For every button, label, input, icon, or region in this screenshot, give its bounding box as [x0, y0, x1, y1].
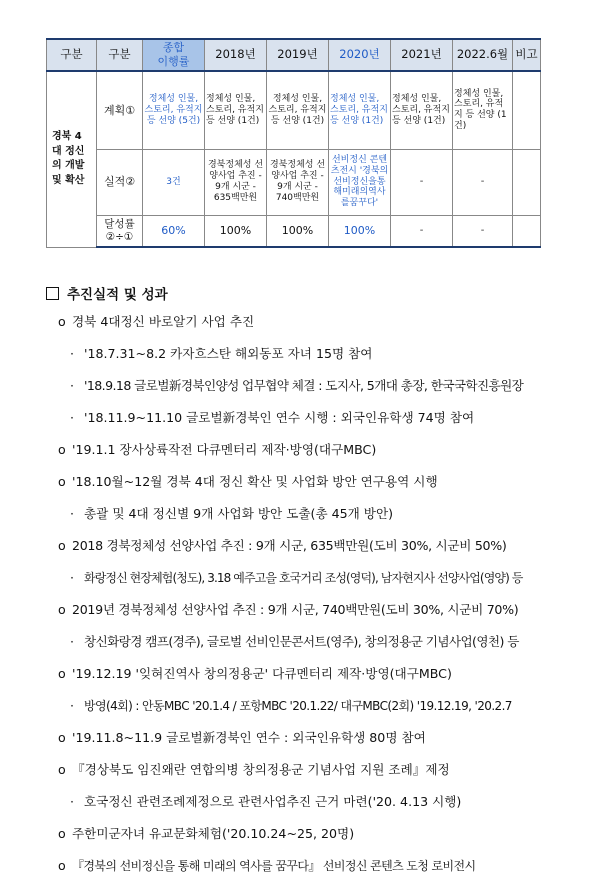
list-item: [58, 698, 603, 730]
achievement-2021: -: [391, 215, 453, 247]
list-item-text: 방영(4회) : 안동MBC '20.1.4 / 포항MBC '20.1.22/ 대구MBC(2회) '19.12.19, '20.2.7: [84, 699, 512, 713]
list-item: [58, 506, 603, 538]
header-subcategory: 구분: [97, 39, 143, 71]
header-category: 구분: [47, 39, 97, 71]
list-item: [58, 346, 603, 378]
bullet-marker: ·: [70, 506, 75, 521]
header-2021: 2021년: [391, 39, 453, 71]
bullet-marker: ·: [70, 378, 75, 393]
result-2022: -: [453, 149, 513, 215]
bullet-marker: ·: [70, 346, 75, 361]
list-item-text: '18.10월~12월 경북 4대 정신 확산 및 사업화 방안 연구용역 시행: [72, 474, 438, 489]
bullet-marker: o: [58, 826, 66, 841]
list-item: [58, 314, 603, 346]
achievement-2019: 100%: [267, 215, 329, 247]
header-note: 비고: [513, 39, 541, 71]
bullet-marker: ·: [70, 794, 75, 809]
bullet-marker: ·: [70, 410, 75, 425]
list-item: [58, 538, 603, 570]
list-item: [58, 474, 603, 506]
list-item-text: 창신화랑경 캠프(경주), 글로벌 선비인문콘서트(영주), 창의정용군 기념사업(영천) 등: [84, 634, 519, 649]
achievement-2022: -: [453, 215, 513, 247]
list-item: [58, 826, 603, 858]
list-item: [58, 858, 603, 890]
list-item-text: '18.11.9~11.10 글로벌新경북인 연수 시행 : 외국인유학생 74명 참여: [84, 410, 475, 425]
bullet-marker: o: [58, 602, 66, 617]
list-item: [58, 442, 603, 474]
list-item: [58, 794, 603, 826]
list-item: [58, 730, 603, 762]
result-2021: -: [391, 149, 453, 215]
list-item-text: '19.1.1 장사상륙작전 다큐멘터리 제작·방영(대구MBC): [72, 442, 377, 457]
list-item-text: 2018 경북정체성 선양사업 추진 : 9개 시군, 635백만원(도비 30%, 시군비 50%): [72, 538, 507, 553]
achievement-2018: 100%: [205, 215, 267, 247]
list-item-text: 주한미군자녀 유교문화체험('20.10.24~25, 20명): [72, 826, 355, 841]
header-2020: 2020년: [329, 39, 391, 71]
list-item-text: '19.11.8~11.9 글로벌新경북인 연수 : 외국인유학생 80명 참여: [72, 730, 426, 745]
result-2018: 경북정체성 선양사업 추진 - 9개 시군 - 635백만원: [205, 149, 267, 215]
list-item-text: '18.9.18 글로벌新경북인양성 업무협약 체결 : 도지사, 5개대 총장, 한국국학진흥원장: [84, 378, 524, 393]
list-item: [58, 602, 603, 634]
list-item-text: 『경상북도 임진왜란 연합의병 창의정용군 기념사업 지원 조례』제정: [72, 762, 450, 777]
bullet-marker: o: [58, 314, 66, 329]
table-row-result: [47, 149, 541, 215]
achievement-overall-rate: 60%: [143, 215, 205, 247]
table-header-row: [47, 39, 541, 71]
bullet-marker: o: [58, 442, 66, 457]
square-bullet-icon: [46, 287, 59, 300]
list-item: [58, 634, 603, 666]
header-2019: 2019년: [267, 39, 329, 71]
plan-note: [513, 71, 541, 149]
list-item-text: 총괄 및 4대 정신별 9개 사업화 방안 도출(총 45개 방안): [84, 506, 394, 521]
list-item-text: 경북 4대정신 바로알기 사업 추진: [72, 314, 255, 329]
section-heading: [46, 283, 168, 303]
plan-overall-rate: 정체성 인물, 스토리, 유적지 등 선양 (5건): [143, 71, 205, 149]
plan-2018: 정체성 인물, 스토리, 유적지 등 선양 (1건): [205, 71, 267, 149]
bullet-marker: o: [58, 666, 66, 681]
list-item: [58, 762, 603, 794]
list-item: [58, 378, 603, 410]
list-item-text: '18.7.31~8.2 카자흐스탄 해외동포 자녀 15명 참여: [84, 346, 373, 361]
plan-2020: 정체성 인물, 스토리, 유적지 등 선양 (1건): [329, 71, 391, 149]
list-item-text: 2019년 경북정체성 선양사업 추진 : 9개 시군, 740백만원(도비 30%, 시군비 70%): [72, 602, 519, 617]
result-2019: 경북정체성 선양사업 추진 - 9개 시군 - 740백만원: [267, 149, 329, 215]
performance-table: [46, 38, 541, 248]
header-overall-rate: 종합 이행률: [143, 39, 205, 71]
achievement-2020: 100%: [329, 215, 391, 247]
plan-2019: 정체성 인물, 스토리, 유적지 등 선양 (1건): [267, 71, 329, 149]
bullet-marker: o: [58, 858, 66, 873]
list-item-text: '19.12.19 '잊혀진역사 창의정용군' 다큐멘터리 제작·방영(대구MBC): [72, 666, 452, 681]
list-item: [58, 570, 603, 602]
bullet-marker: ·: [70, 570, 75, 585]
section-title: 추진실적 및 성과: [67, 287, 168, 303]
header-2018: 2018년: [205, 39, 267, 71]
bullet-marker: o: [58, 730, 66, 745]
table-row-plan: [47, 71, 541, 149]
result-note: [513, 149, 541, 215]
bullet-marker: o: [58, 762, 66, 777]
row-label-achievement: 달성률 ②÷①: [97, 215, 143, 247]
bullet-marker: o: [58, 538, 66, 553]
table-row-achievement: [47, 215, 541, 247]
header-2022-june: 2022.6월: [453, 39, 513, 71]
list-item: [58, 666, 603, 698]
bullet-marker: o: [58, 474, 66, 489]
achievement-note: [513, 215, 541, 247]
plan-2021: 정체성 인물, 스토리, 유적지 등 선양 (1건): [391, 71, 453, 149]
plan-2022: 정체성 인물, 스토리, 유적지 등 선양 (1건): [453, 71, 513, 149]
list-item-text: 『경북의 선비정신을 통해 미래의 역사를 꿈꾸다』 선비정신 콘텐츠 도청 로비전시: [72, 859, 476, 873]
list-item: [58, 410, 603, 442]
category-cell: 경북 4대 정신의 개발 및 확산: [47, 71, 97, 247]
row-label-result: 실적②: [97, 149, 143, 215]
bullet-marker: ·: [70, 634, 75, 649]
list-item-text: 화랑정신 현장체험(청도), 3.18 예주고을 호국거리 조성(영덕), 남자현지사 선양사업(영양) 등: [84, 571, 523, 585]
bullet-marker: ·: [70, 698, 75, 713]
row-label-plan: 계획①: [97, 71, 143, 149]
achievement-list: [58, 314, 603, 890]
list-item-text: 호국정신 관련조례제정으로 관련사업추진 근거 마련('20. 4.13 시행): [84, 794, 462, 809]
result-overall-rate: 3건: [143, 149, 205, 215]
result-2020: 선비정신 콘텐츠전시 '경북의선비정신을통해미래의역사를꿈꾸다': [329, 149, 391, 215]
